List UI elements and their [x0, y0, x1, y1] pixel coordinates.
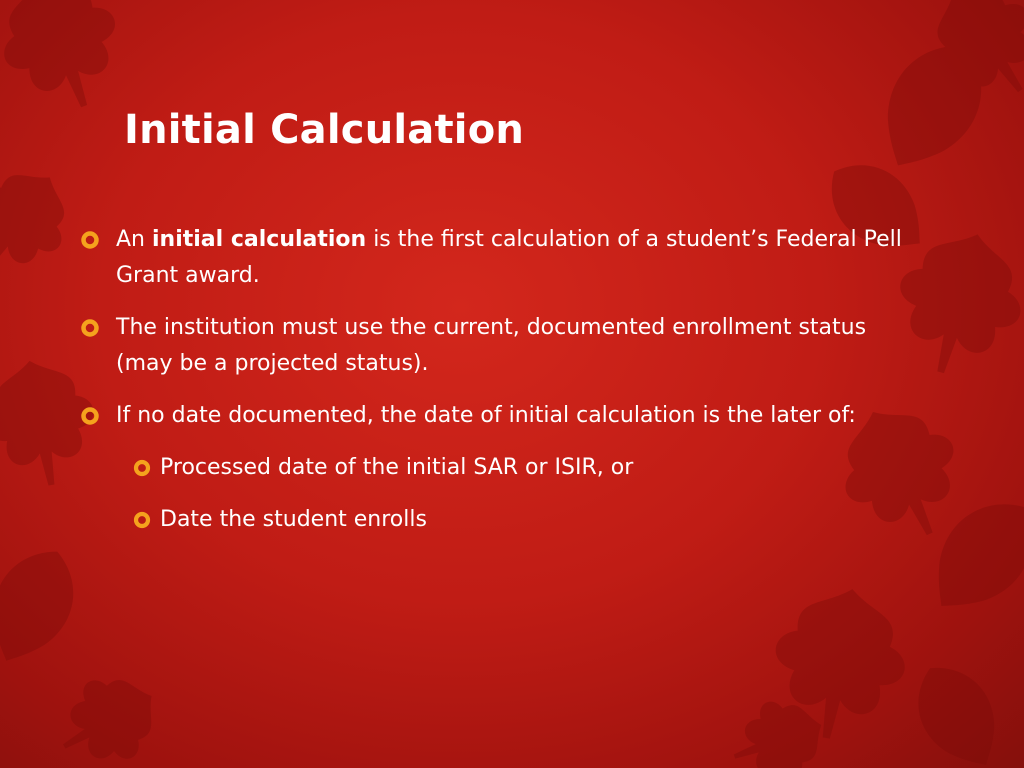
- bullet-item: [78, 222, 918, 294]
- sub-bullet-text: Date the student enrolls: [160, 507, 427, 532]
- sub-bullet-item: [124, 450, 918, 486]
- bullet-text-prefix: An: [116, 227, 152, 252]
- bullet-list: [78, 222, 918, 554]
- bullet-text: The institution must use the current, documented enrollment status (may be a projected status).: [116, 315, 867, 376]
- bullet-text-suffix: is the first calculation of a student’s Federal Pell Grant award.: [116, 227, 902, 288]
- slide-title: Initial Calculation: [124, 107, 525, 153]
- ring-bullet-icon: [80, 230, 100, 250]
- bullet-text-bold: initial calculation: [152, 227, 367, 252]
- bullet-text: If no date documented, the date of initial calculation is the later of:: [116, 403, 856, 428]
- ring-bullet-icon: [132, 510, 152, 530]
- ring-bullet-icon: [80, 406, 100, 426]
- bullet-item: [78, 398, 918, 434]
- ring-bullet-icon: [132, 458, 152, 478]
- sub-bullet-item: [124, 502, 918, 538]
- ring-bullet-icon: [80, 318, 100, 338]
- sub-bullet-text: Processed date of the initial SAR or ISIR, or: [160, 455, 634, 480]
- bullet-item: [78, 310, 918, 382]
